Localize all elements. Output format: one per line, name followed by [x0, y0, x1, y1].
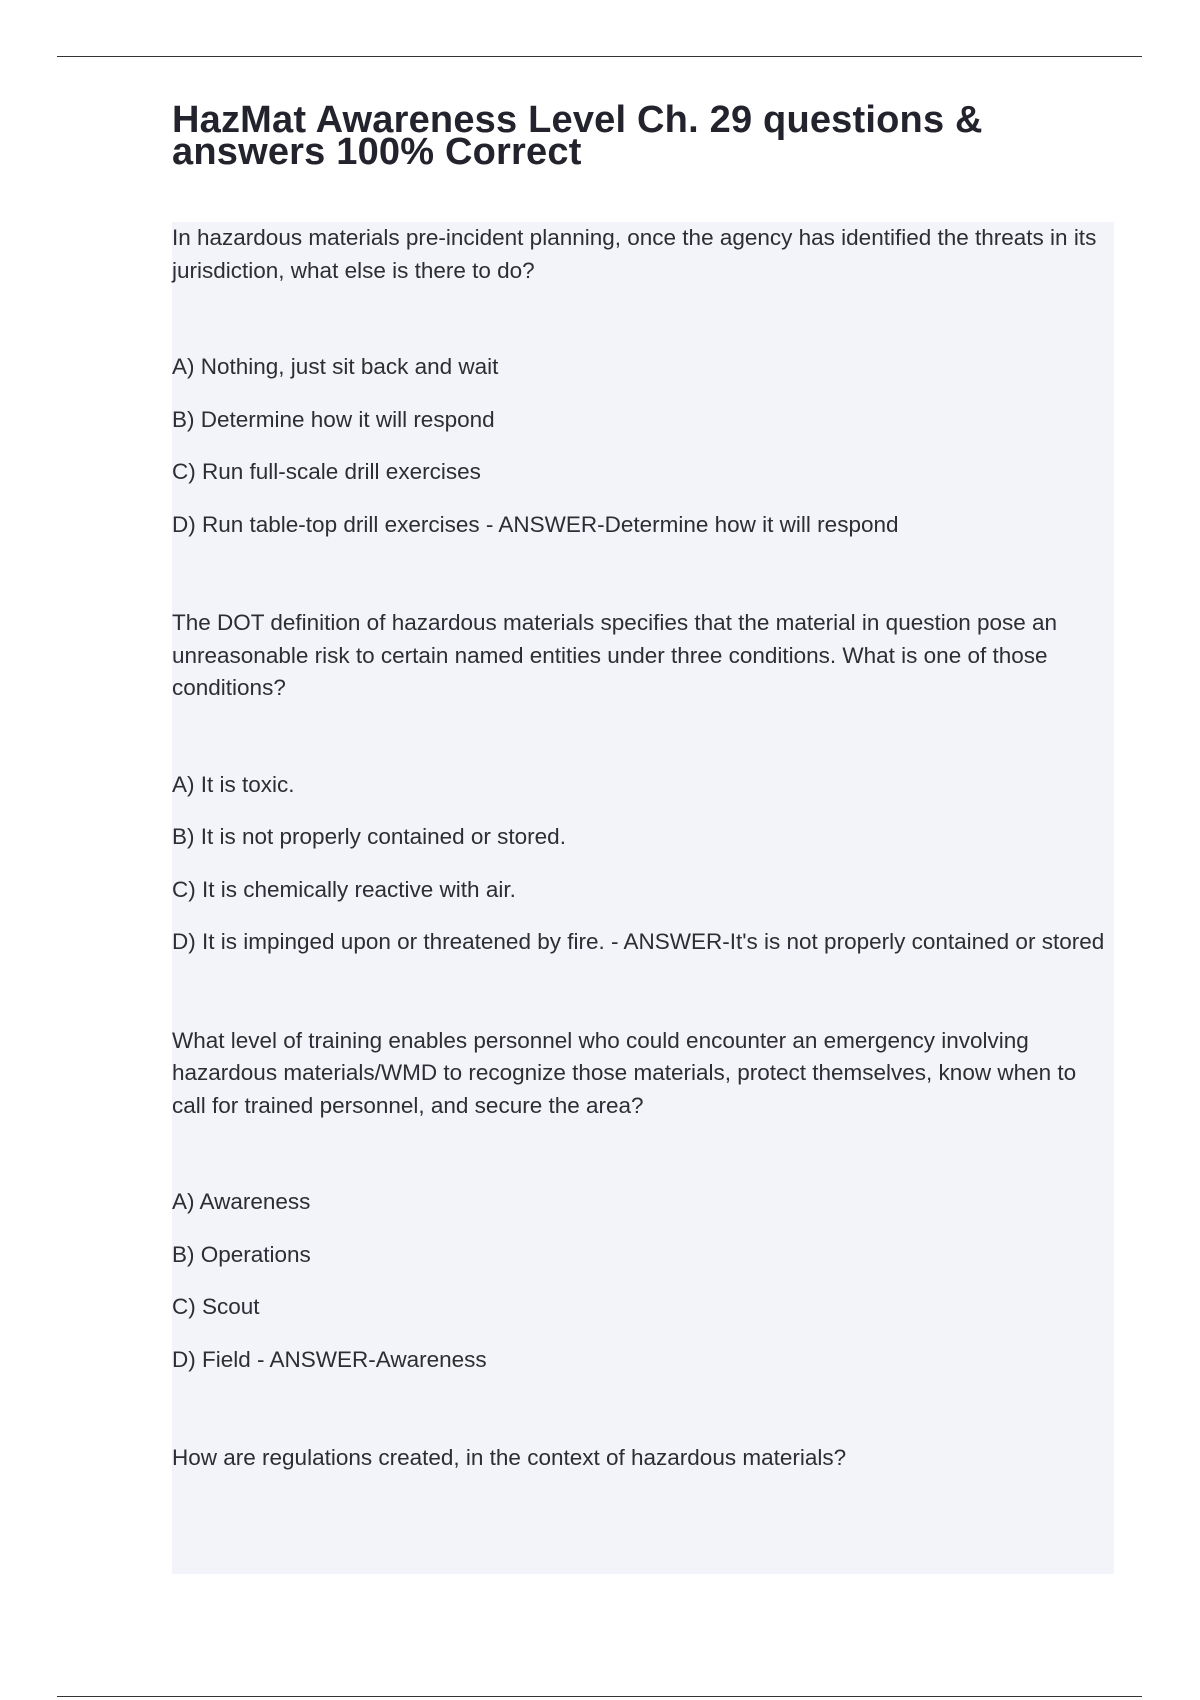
answer-option: B) Determine how it will respond [172, 406, 495, 432]
question-text: What level of training enables personnel who could encounter an emergency involving hazardous materials/WMD to recognize those materials, protect themselves, know when to call for trained personnel, and secure the area? [172, 1027, 1077, 1118]
answer-option: C) Scout [172, 1294, 260, 1319]
answer-option: C) Run full-scale drill exercises [172, 459, 481, 484]
answer-option: D) It is impinged upon or threatened by fire. - ANSWER-It's is not properly contained or stored [172, 929, 1105, 954]
answer-option: D) Field - ANSWER-Awareness [172, 1346, 487, 1372]
answer-options [172, 351, 1114, 541]
question-text: How are regulations created, in the context of hazardous materials? [172, 1445, 847, 1470]
document-content [172, 222, 1114, 1574]
answer-option: A) Nothing, just sit back and wait [172, 354, 499, 379]
answer-option: B) It is not properly contained or stored. [172, 824, 566, 849]
answer-option: B) Operations [172, 1241, 311, 1267]
qa-item [172, 1442, 1114, 1475]
qa-spacer [172, 541, 1114, 607]
answer-options [172, 1186, 1114, 1376]
qa-spacer [172, 1376, 1114, 1442]
question-text: The DOT definition of hazardous materials specifies that the material in question pose an unreasonable risk to certain named entities under three conditions. What is one of those conditions? [172, 610, 1058, 700]
qa-item [172, 222, 1114, 541]
answer-option: C) It is chemically reactive with air. [172, 876, 516, 902]
answer-option: A) It is toxic. [172, 771, 295, 797]
answer-option: D) Run table-top drill exercises - ANSWER-Determine how it will respond [172, 511, 899, 537]
question-text: In hazardous materials pre-incident planning, once the agency has identified the threats in its jurisdiction, what else is there to do? [172, 225, 1097, 283]
answer-options [172, 769, 1114, 959]
qa-item [172, 607, 1114, 959]
qa-spacer [172, 959, 1114, 1025]
qa-item [172, 1025, 1114, 1377]
document-title: HazMat Awareness Level Ch. 29 questions & answers 100% Correct [172, 99, 983, 173]
answer-option: A) Awareness [172, 1189, 311, 1214]
top-rule [57, 56, 1142, 57]
bottom-rule [57, 1696, 1142, 1697]
